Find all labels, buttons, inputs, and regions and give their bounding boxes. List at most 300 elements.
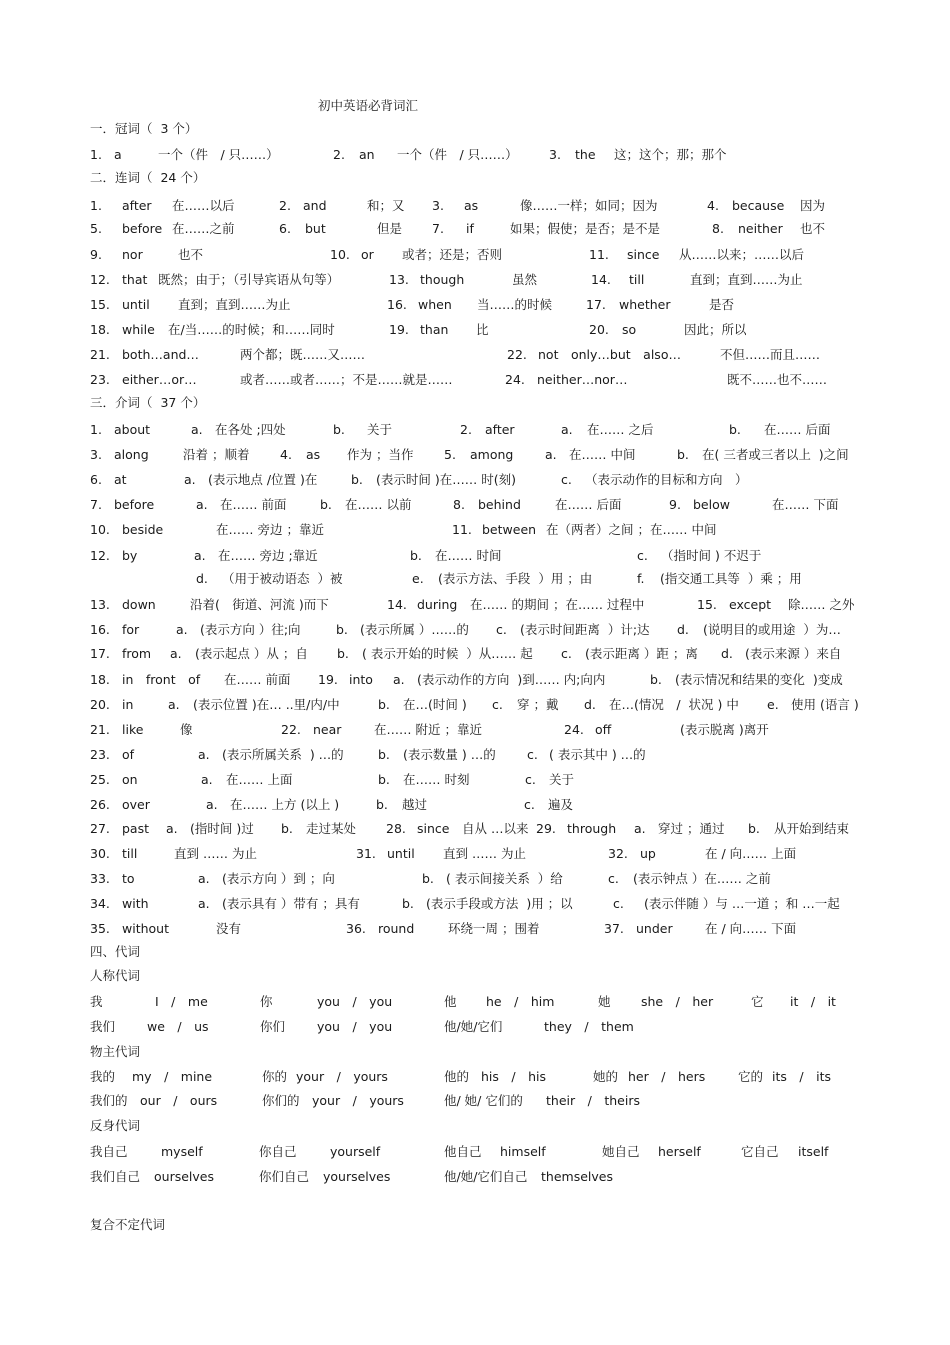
text-cell: 遍及 (548, 797, 574, 812)
text-cell: 穿 ；戴 (517, 697, 559, 712)
text-cell: 我自己 (90, 1144, 128, 1159)
text-cell: in (122, 697, 134, 712)
text-cell: 一个（件 / 只……） (158, 147, 279, 162)
text-cell: 23. (90, 372, 110, 387)
text-cell: since (627, 247, 660, 262)
text-cell: 不但……而且…… (720, 347, 821, 362)
text-cell: 当……的时候 (477, 297, 553, 312)
text-cell: c. (561, 472, 572, 487)
text-cell: since (417, 821, 450, 836)
text-cell: 也不 (800, 221, 826, 236)
text-cell: c. (608, 871, 619, 886)
text-cell: b. (336, 622, 348, 637)
text-cell: c. (525, 772, 536, 787)
text-cell: a. (184, 472, 196, 487)
text-cell: (表示时间 )在…… 时(刻) (376, 472, 516, 487)
text-cell: (表示动作的方向 )到…… 内;向内 (417, 672, 606, 687)
text-cell: c. (492, 697, 503, 712)
text-cell: 在…… 时刻 (403, 772, 470, 787)
text-cell: 直到；直到……为止 (690, 272, 803, 287)
text-cell: 没有 (216, 921, 242, 936)
text-cell: 或者；还是；否则 (402, 247, 503, 262)
text-cell: off (595, 722, 612, 737)
text-cell: 25. (90, 772, 110, 787)
text-cell: 30. (90, 846, 110, 861)
text-cell: though (420, 272, 465, 287)
subsection-heading: 人称代词 (90, 968, 141, 983)
text-cell: 19. (389, 322, 409, 337)
text-cell: 在( 三者或三者以上 )之间 (702, 447, 849, 462)
text-cell: b. (748, 821, 760, 836)
text-cell: 如果；假使；是否；是不是 (510, 221, 661, 236)
text-cell: my / mine (132, 1069, 213, 1084)
text-cell: as (464, 198, 479, 213)
text-cell: it / it (790, 994, 836, 1009)
text-cell: a. (176, 622, 188, 637)
text-cell: 从……以来；……以后 (679, 247, 805, 262)
text-cell: along (114, 447, 149, 462)
text-cell: 除…… 之外 (788, 597, 855, 612)
text-cell: so (622, 322, 637, 337)
text-cell: 26. (90, 797, 110, 812)
text-cell: 沿着( 街道、河流 )而下 (190, 597, 329, 612)
text-cell: 3. (549, 147, 561, 162)
text-cell: 自从 …以来 (462, 821, 529, 836)
text-cell: 17. (90, 646, 110, 661)
text-cell: 在…… 后面 (764, 422, 831, 437)
text-cell: his / his (481, 1069, 547, 1084)
text-cell: a. (198, 896, 210, 911)
text-cell: 9. (90, 247, 102, 262)
text-cell: than (420, 322, 449, 337)
text-cell: in front of (122, 672, 201, 687)
text-cell: 在…… 旁边 ；靠近 (216, 522, 324, 537)
text-cell: 4. (280, 447, 292, 462)
text-cell: 我们自己 (90, 1169, 141, 1184)
text-cell: 10. (90, 522, 110, 537)
text-cell: 23. (90, 747, 110, 762)
text-cell: 28. (386, 821, 406, 836)
text-cell: 34. (90, 896, 110, 911)
text-cell: (说明目的或用途 ）为… (703, 622, 841, 637)
text-cell: 在/当……的时候；和……同时 (168, 322, 335, 337)
text-cell: 使用 (语言 ) (791, 697, 859, 712)
text-cell: 我 (90, 994, 103, 1009)
text-cell: 我的 (90, 1069, 116, 1084)
text-cell: 走过某处 (306, 821, 357, 836)
text-cell: d. (677, 622, 689, 637)
text-cell: f. (637, 571, 645, 586)
text-cell: 15. (90, 297, 110, 312)
text-cell: 7. (90, 497, 102, 512)
text-cell: about (114, 422, 151, 437)
text-cell: (表示手段或方法 )用 ；以 (426, 896, 573, 911)
text-cell: 和；又 (367, 198, 405, 213)
text-cell: 你的 (262, 1069, 288, 1084)
text-cell: except (729, 597, 772, 612)
text-cell: 16. (90, 622, 110, 637)
text-cell: their / theirs (546, 1093, 640, 1108)
subsection-heading: 物主代词 (90, 1044, 141, 1059)
text-cell: 在…(情况 / 状况 ) 中 (609, 697, 739, 712)
text-cell: 在…… 前面 (220, 497, 287, 512)
text-cell: (表示方向 ）往;向 (200, 622, 301, 637)
text-cell: 你自己 (259, 1144, 297, 1159)
page-title: 初中英语必背词汇 (318, 98, 419, 113)
text-cell: d. (721, 646, 733, 661)
text-cell: 8. (453, 497, 465, 512)
subsection-heading: 反身代词 (90, 1118, 141, 1133)
text-cell: but (305, 221, 326, 236)
text-cell: c. (527, 747, 538, 762)
text-cell: 我们的 (90, 1093, 128, 1108)
text-cell: 1. (90, 147, 102, 162)
text-cell: until (387, 846, 415, 861)
text-cell: because (732, 198, 785, 213)
text-cell: after (122, 198, 152, 213)
text-cell: your / yours (296, 1069, 388, 1084)
text-cell: ( 表示间接关系 ）给 (446, 871, 563, 886)
text-cell: 这；这个；那；那个 (614, 147, 727, 162)
text-cell: 5. (444, 447, 456, 462)
text-cell: 29. (536, 821, 556, 836)
text-cell: c. (613, 896, 624, 911)
text-cell: b. (333, 422, 345, 437)
text-cell: 在各处 ;四处 (215, 422, 286, 437)
text-cell: between (482, 522, 537, 537)
text-cell: 在…… 上方 (以上 ) (230, 797, 340, 812)
text-cell: 她的 (593, 1069, 619, 1084)
text-cell: （用于被动语态 ）被 (222, 571, 343, 586)
text-cell: (表示起点 ）从 ；自 (195, 646, 308, 661)
text-cell: (表示具有 ）带有 ；具有 (222, 896, 360, 911)
text-cell: at (114, 472, 127, 487)
text-cell: 22. (281, 722, 301, 737)
text-cell: like (122, 722, 144, 737)
text-cell: 他的 (444, 1069, 470, 1084)
text-cell: b. (378, 747, 390, 762)
text-cell: under (636, 921, 673, 936)
text-cell: itself (798, 1144, 829, 1159)
text-cell: behind (478, 497, 521, 512)
text-cell: a. (191, 422, 203, 437)
text-cell: 16. (387, 297, 407, 312)
text-cell: after (485, 422, 515, 437)
text-cell: you / you (317, 994, 393, 1009)
text-cell: 我们 (90, 1019, 116, 1034)
text-cell: our / ours (140, 1093, 218, 1108)
text-cell: 虽然 (512, 272, 538, 287)
section-heading: 一．冠词（ 3 个） (90, 121, 198, 136)
text-cell: 你 (260, 994, 273, 1009)
text-cell: 你们的 (262, 1093, 300, 1108)
text-cell: b. (281, 821, 293, 836)
text-cell: her / hers (628, 1069, 706, 1084)
text-cell: d. (584, 697, 596, 712)
text-cell: a. (198, 871, 210, 886)
text-cell: (表示位置 )在… ..里/内/中 (193, 697, 340, 712)
text-cell: yourself (330, 1144, 381, 1159)
text-cell: (表示数量 ) …的 (403, 747, 496, 762)
text-cell: 6. (90, 472, 102, 487)
text-cell: 既然；由于；（引导宾语从句等） (158, 272, 340, 287)
text-cell: yourselves (323, 1169, 391, 1184)
text-cell: both…and… (122, 347, 199, 362)
text-cell: 他/ 她/ 它们的 (444, 1093, 523, 1108)
text-cell: (表示脱离 )离开 (680, 722, 769, 737)
text-cell: 她 (598, 994, 611, 1009)
text-cell: 3. (432, 198, 444, 213)
text-cell: 既不……也不…… (727, 372, 828, 387)
text-cell: 7. (432, 221, 444, 236)
text-cell: 4. (707, 198, 719, 213)
text-cell: (表示距离 ）距 ；离 (585, 646, 698, 661)
text-cell: he / him (486, 994, 555, 1009)
text-cell: (表示地点 /位置 )在 (208, 472, 318, 487)
text-cell: ourselves (154, 1169, 214, 1184)
text-cell: before (122, 221, 163, 236)
text-cell: 在…… 之后 (587, 422, 654, 437)
text-cell: (表示时间距离 ）计;达 (520, 622, 650, 637)
text-cell: 它自己 (741, 1144, 779, 1159)
text-cell: its / its (772, 1069, 831, 1084)
text-cell: (表示所属 ）……的 (360, 622, 469, 637)
text-cell: a. (196, 497, 208, 512)
text-cell: 在……以后 (172, 198, 235, 213)
text-cell: 在（两者）之间 ；在…… 中间 (546, 522, 717, 537)
text-cell: 24. (564, 722, 584, 737)
text-cell: and (303, 198, 327, 213)
text-cell: 12. (90, 548, 110, 563)
text-cell: (表示方法、手段 ）用 ；由 (438, 571, 593, 586)
text-cell: till (122, 846, 138, 861)
text-cell: c. (637, 548, 648, 563)
text-cell: 两个都；既……又…… (240, 347, 366, 362)
text-cell: 15. (697, 597, 717, 612)
text-cell: by (122, 548, 138, 563)
text-cell: (表示来源 ）来自 (745, 646, 842, 661)
section-heading: 二．连词（ 24 个） (90, 170, 206, 185)
text-cell: d. (196, 571, 208, 586)
text-cell: 24. (505, 372, 525, 387)
text-cell: during (417, 597, 458, 612)
text-cell: 在…… 旁边 ;靠近 (218, 548, 318, 563)
text-cell: a. (170, 646, 182, 661)
text-cell: 3. (90, 447, 102, 462)
text-cell: e. (767, 697, 779, 712)
text-cell: nor (122, 247, 143, 262)
text-cell: 一个（件 / 只……） (397, 147, 518, 162)
text-cell: (表示所属关系 ) …的 (222, 747, 344, 762)
text-cell: 36. (346, 921, 366, 936)
text-cell: 20. (90, 697, 110, 712)
text-cell: b. (378, 772, 390, 787)
text-cell: a. (194, 548, 206, 563)
text-cell: 10. (330, 247, 350, 262)
text-cell: a. (168, 697, 180, 712)
text-cell: b. (337, 646, 349, 661)
section-heading: 三．介词（ 37 个） (90, 395, 206, 410)
text-cell: 他自己 (444, 1144, 482, 1159)
text-cell: near (313, 722, 342, 737)
text-cell: a. (634, 821, 646, 836)
text-cell: 27. (90, 821, 110, 836)
text-cell: your / yours (312, 1093, 404, 1108)
text-cell: 6. (279, 221, 291, 236)
text-cell: a. (166, 821, 178, 836)
text-cell: round (378, 921, 415, 936)
text-cell: they / them (544, 1019, 634, 1034)
text-cell: 在…… 下面 (772, 497, 839, 512)
text-cell: 在…… 前面 (224, 672, 291, 687)
text-cell: 11. (589, 247, 609, 262)
text-cell: over (122, 797, 150, 812)
text-cell: past (122, 821, 150, 836)
text-cell: on (122, 772, 138, 787)
text-cell: you / you (317, 1019, 393, 1034)
text-cell: himself (500, 1144, 546, 1159)
text-cell: b. (677, 447, 689, 462)
text-cell: until (122, 297, 150, 312)
text-cell: b. (351, 472, 363, 487)
text-cell: among (470, 447, 514, 462)
text-cell: 14. (591, 272, 611, 287)
text-cell: from (122, 646, 152, 661)
text-cell: a. (545, 447, 557, 462)
text-cell: before (114, 497, 155, 512)
text-cell: 37. (604, 921, 624, 936)
text-cell: 从开始到结束 (774, 821, 850, 836)
text-cell: (表示伴随 ）与 …一道 ；和 …一起 (644, 896, 840, 911)
text-cell: 你们 (260, 1019, 286, 1034)
text-cell: (表示方向 ）到 ；向 (222, 871, 335, 886)
text-cell: ( 表示其中 ) …的 (549, 747, 646, 762)
text-cell: a. (393, 672, 405, 687)
text-cell: 你们自己 (259, 1169, 310, 1184)
text-cell: of (122, 747, 135, 762)
text-cell: 33. (90, 871, 110, 886)
text-cell: (表示钟点 ）在…… 之前 (633, 871, 771, 886)
text-cell: 像 (180, 722, 193, 737)
text-cell: b. (729, 422, 741, 437)
text-cell: 13. (389, 272, 409, 287)
text-cell: with (122, 896, 149, 911)
text-cell: or (361, 247, 374, 262)
subsection-heading: 复合不定代词 (90, 1217, 166, 1232)
text-cell: when (418, 297, 452, 312)
text-cell: a. (201, 772, 213, 787)
text-cell: 1. (90, 422, 102, 437)
text-cell: the (575, 147, 596, 162)
text-cell: b. (376, 797, 388, 812)
text-cell: c. (524, 797, 535, 812)
text-cell: to (122, 871, 135, 886)
text-cell: 31. (356, 846, 376, 861)
text-cell: 它 (751, 994, 764, 1009)
text-cell: a (114, 147, 122, 162)
text-cell: 环绕一周 ；围着 (448, 921, 540, 936)
text-cell: 但是 (377, 221, 403, 236)
text-cell: (表示情况和结果的变化 )变成 (675, 672, 843, 687)
text-cell: an (359, 147, 375, 162)
text-cell: 8. (712, 221, 724, 236)
text-cell: (指时间 )过 (190, 821, 254, 836)
text-cell: 17. (586, 297, 606, 312)
text-cell: 沿着 ；顺着 (183, 447, 250, 462)
text-cell: neither (738, 221, 783, 236)
text-cell: neither…nor… (537, 372, 628, 387)
text-cell: 14. (387, 597, 407, 612)
text-cell: （指时间 ) 不迟于 (661, 548, 762, 563)
text-cell: 它的 (738, 1069, 764, 1084)
text-cell: 在 / 向…… 下面 (705, 921, 797, 936)
text-cell: 在…(时间 ) (403, 697, 467, 712)
text-cell: （表示动作的目标和方向 ） (585, 472, 748, 487)
text-cell: 在…… 附近 ；靠近 (374, 722, 482, 737)
text-cell: a. (206, 797, 218, 812)
text-cell: 因为 (800, 198, 826, 213)
text-cell: 18. (90, 322, 110, 337)
text-cell: into (349, 672, 373, 687)
text-cell: 关于 (367, 422, 393, 437)
text-cell: 穿过 ；通过 (658, 821, 725, 836)
text-cell: 直到 …… 为止 (174, 846, 257, 861)
text-cell: 13. (90, 597, 110, 612)
text-cell: 11. (452, 522, 472, 537)
text-cell: that (122, 272, 148, 287)
text-cell: she / her (641, 994, 714, 1009)
text-cell: while (122, 322, 155, 337)
text-cell: 在…… 中间 (569, 447, 636, 462)
text-cell: 在…… 时间 (435, 548, 502, 563)
text-cell: without (122, 921, 169, 936)
text-cell: a. (561, 422, 573, 437)
text-cell: down (122, 597, 156, 612)
text-cell: 直到；直到……为止 (178, 297, 291, 312)
text-cell: 18. (90, 672, 110, 687)
text-cell: 他/她/它们 (444, 1019, 503, 1034)
text-cell: herself (658, 1144, 701, 1159)
text-cell: 像……一样；如同；因为 (520, 198, 658, 213)
text-cell: 32. (608, 846, 628, 861)
text-cell: up (640, 846, 656, 861)
text-cell: myself (161, 1144, 203, 1159)
text-cell: till (629, 272, 645, 287)
text-cell: 2. (279, 198, 291, 213)
text-cell: 在…… 的期间 ；在…… 过程中 (470, 597, 645, 612)
text-cell: 在 / 向…… 上面 (705, 846, 797, 861)
text-cell: 或者……或者……；不是……就是…… (240, 372, 453, 387)
text-cell: 5. (90, 221, 102, 236)
text-cell: 在…… 上面 (226, 772, 293, 787)
text-cell: 35. (90, 921, 110, 936)
text-cell: 比 (476, 322, 489, 337)
section-heading: 四、代词 (90, 944, 141, 959)
text-cell: themselves (541, 1169, 613, 1184)
text-cell: whether (619, 297, 671, 312)
text-cell: 19. (318, 672, 338, 687)
text-cell: 21. (90, 722, 110, 737)
text-cell: 9. (669, 497, 681, 512)
text-cell: a. (198, 747, 210, 762)
text-cell: 他/她/它们自己 (444, 1169, 528, 1184)
text-cell: 作为 ；当作 (347, 447, 414, 462)
text-cell: 直到 …… 为止 (443, 846, 526, 861)
text-cell: 在……之前 (172, 221, 235, 236)
text-cell: (指交通工具等 ）乘 ；用 (660, 571, 802, 586)
text-cell: 12. (90, 272, 110, 287)
text-cell: b. (410, 548, 422, 563)
